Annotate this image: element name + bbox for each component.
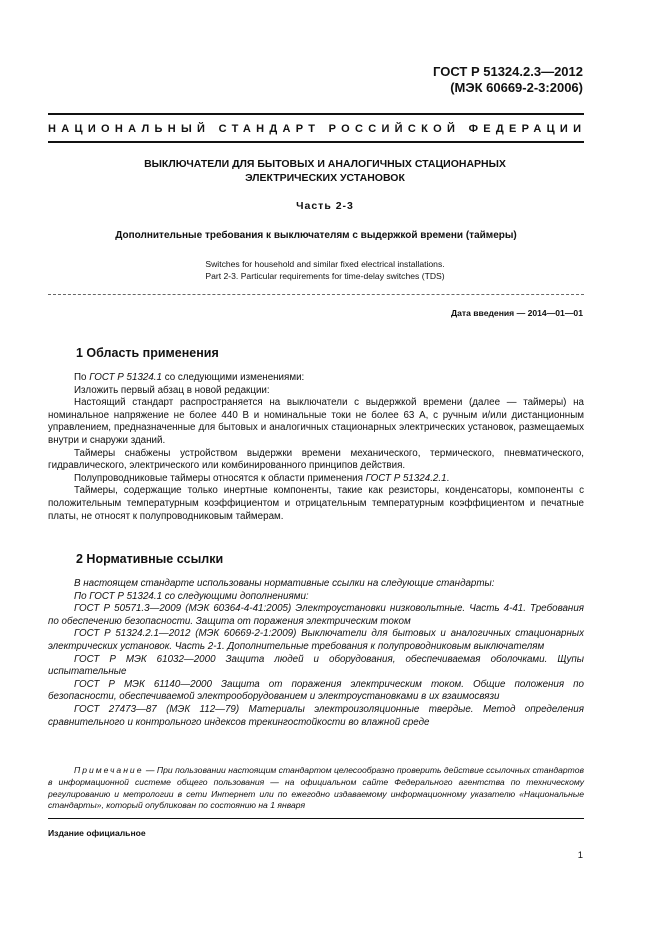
section-2-body: [48, 578, 584, 729]
national-standard-banner: НАЦИОНАЛЬНЫЙ СТАНДАРТ РОССИЙСКОЙ ФЕДЕРАЦИИ: [48, 123, 587, 135]
paragraph: Таймеры, содержащие только инертные компоненты, такие как резисторы, конденсаторы, компоненты с положительным температурным коэффициентом и отрицательным температурным коэффициентом и печатные платы, не относят к полупроводниковым таймерам.: [48, 485, 584, 522]
document-title: [60, 157, 590, 185]
paragraph: В настоящем стандарте использованы нормативные ссылки на следующие стандарты:: [74, 578, 495, 589]
gost-number: ГОСТ Р 51324.2.3—2012: [433, 64, 583, 79]
paragraph: По ГОСТ Р 51324.1 со следующими изменениями:: [74, 372, 305, 383]
paragraph: По ГОСТ Р 51324.1 со следующими дополнениями:: [74, 590, 309, 602]
section-1-body: [48, 372, 584, 523]
page-number: 1: [577, 850, 583, 861]
title-line-2: ЭЛЕКТРИЧЕСКИХ УСТАНОВОК: [245, 172, 405, 184]
english-title-line-1: Switches for household and similar fixed electrical installations.: [205, 259, 445, 269]
part-label: Часть 2-3: [296, 200, 354, 212]
reference-item: ГОСТ Р 51324.2.1—2012 (МЭК 60669-2-1:2009) Выключатели для бытовых и аналогичных стационарных электрических установок. Часть 2-1. Дополнительные требования к полупроводниковым выключателям: [48, 628, 584, 652]
document-code: [433, 64, 583, 96]
edition-label: Издание официальное: [48, 828, 146, 838]
reference-item: ГОСТ Р 50571.3—2009 (МЭК 60364-4-41:2005) Электроустановки низковольтные. Часть 4-41. Требования по обеспечению безопасности. Защита от поражения электрическим током: [48, 603, 584, 627]
title-divider: [48, 294, 584, 295]
footer-rule: [48, 818, 584, 819]
note: [48, 765, 584, 812]
document-subtitle: Дополнительные требования к выключателям с выдержкой времени (таймеры): [115, 230, 517, 241]
note-label: Примечание: [74, 765, 144, 775]
reference-item: ГОСТ Р МЭК 61140—2000 Защита от поражения электрическим током. Общие положения по безопасности, обеспечиваемой электрооборудованием и электроустановками в их взаимосвязи: [48, 678, 584, 703]
section-2-heading: 2 Нормативные ссылки: [76, 552, 224, 566]
reference-item: ГОСТ 27473—87 (МЭК 112—79) Материалы электроизоляционные твердые. Метод определения сравнительного и контрольного индексов трекингостойкости во влажной среде: [48, 703, 584, 728]
section-1-heading: 1 Область применения: [76, 346, 219, 360]
paragraph: Настоящий стандарт распространяется на выключатели с выдержкой времени (далее — таймеры) на номинальное напряжение не более 440 В и номинальные токи не более 63 А, с ручным и/или дистанционным управлением, предназначенные для бытовых и аналогичных стационарных электрических установок, размещаемых внутри и снаружи зданий.: [48, 397, 584, 446]
english-title: [60, 258, 590, 282]
top-rule: [48, 113, 584, 115]
paragraph: Полупроводниковые таймеры относятся к области применения ГОСТ Р 51324.2.1.: [74, 472, 450, 484]
note-text: — При пользовании настоящим стандартом целесообразно проверить действие ссылочных стандартов в информационной системе общего пользования — на официальном сайте Федерального агентства по техническому регулированию и метрологии в сети Интернет или по ежегодно издаваемому информационному указателю «Национальные стандарты», который опубликован по состоянию на 1 января: [48, 765, 584, 811]
introduction-date: Дата введения — 2014—01—01: [450, 308, 583, 318]
banner-rule: [48, 141, 584, 143]
english-title-line-2: Part 2-3. Particular requirements for time-delay switches (TDS): [205, 271, 445, 281]
reference-item: ГОСТ Р МЭК 61032—2000 Защита людей и оборудования, обеспечиваемая оболочками. Щупы испытательные: [48, 653, 584, 678]
paragraph: Таймеры снабжены устройством выдержки времени механического, термического, пневматического, гидравлического, электрического или комбинированного принципов действия.: [48, 447, 584, 472]
paragraph: Изложить первый абзац в новой редакции:: [74, 384, 270, 396]
title-line-1: ВЫКЛЮЧАТЕЛИ ДЛЯ БЫТОВЫХ И АНАЛОГИЧНЫХ СТАЦИОНАРНЫХ: [144, 158, 506, 170]
iec-number: (МЭК 60669-2-3:2006): [450, 80, 583, 95]
